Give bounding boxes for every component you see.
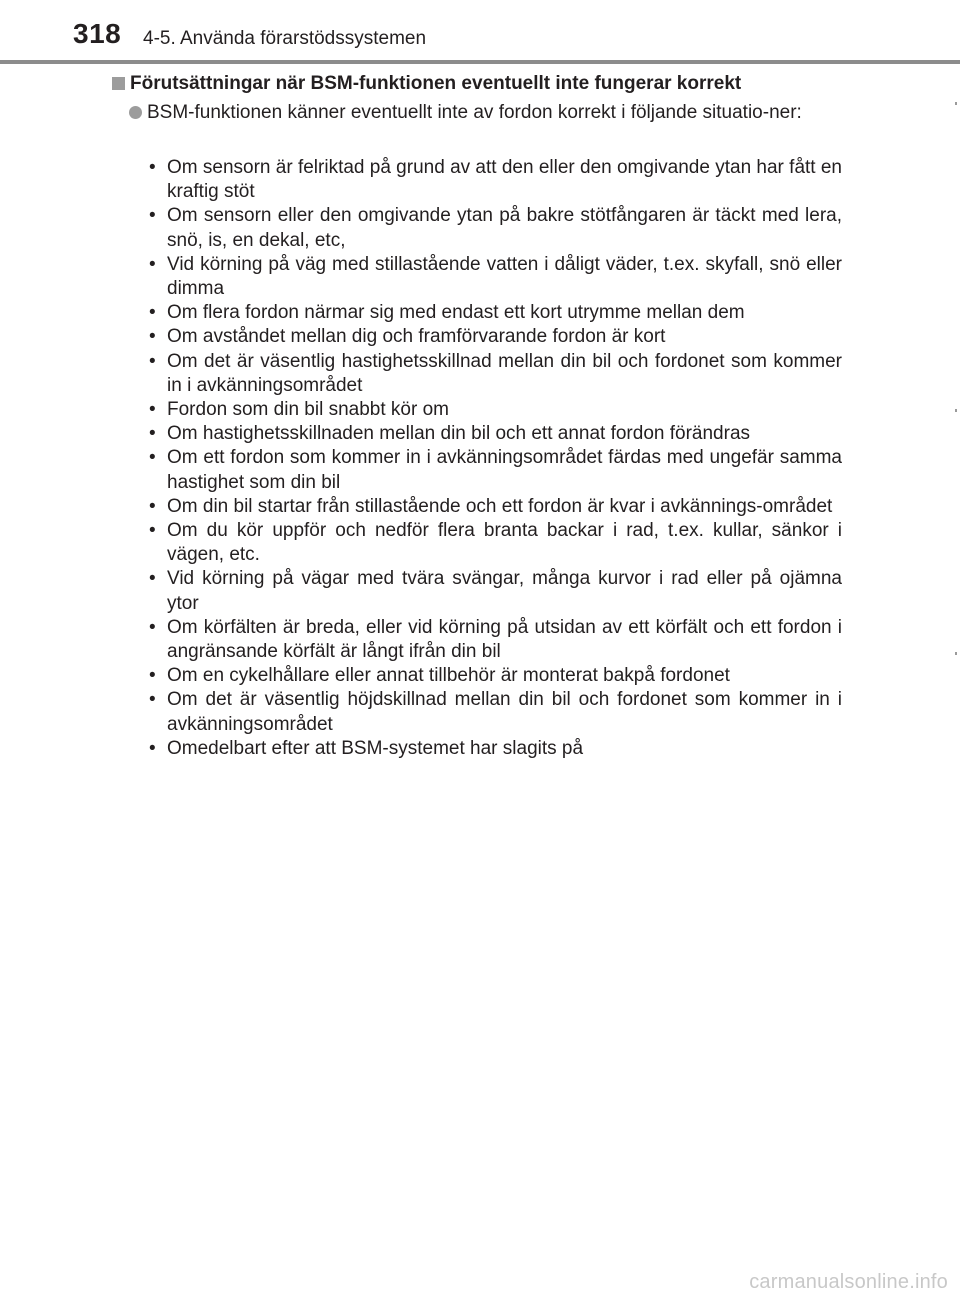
list-item-text: Om det är väsentlig höjdskillnad mellan din bil och fordonet som kommer in i avkänningsområdet [167,689,842,735]
situation-list [149,156,842,761]
list-item [149,325,842,349]
list-item-text: Om sensorn är felriktad på grund av att den eller den omgivande ytan har fått en kraftig stöt [167,157,842,203]
list-item [149,737,842,761]
list-item [149,664,842,688]
list-item-text: Vid körning på vägar med tvära svängar, många kurvor i rad eller på ojämna ytor [167,568,842,614]
bullet-dot-icon: • [149,520,156,542]
bullet-dot-icon: • [149,423,156,445]
bullet-dot-icon: • [149,399,156,421]
bullet-dot-icon: • [149,665,156,687]
list-item [149,446,842,494]
list-item [149,156,842,204]
list-item [149,495,842,519]
bullet-dot-icon: • [149,205,156,227]
list-item-text: Om du kör uppför och nedför flera branta backar i rad, t.ex. kullar, sänkor i vägen, etc. [167,520,842,566]
list-item-text: Om ett fordon som kommer in i avkänningsområdet färdas med ungefär samma hastighet som din bil [167,447,842,493]
list-item [149,422,842,446]
list-item [149,253,842,301]
list-item [149,519,842,567]
bullet-dot-icon: • [149,350,156,372]
chapter-title: 4-5. Använda förarstödssystemen [143,28,427,49]
list-item-text: Om körfälten är breda, eller vid körning på utsidan av ett körfält och ett fordon i angränsande körfält är långt ifrån din bil [167,616,842,663]
list-item [149,350,842,398]
list-item-text: Om sensorn eller den omgivande ytan på bakre stötfångaren är täckt med lera, snö, is, en dekal, etc, [167,205,842,251]
list-item-text: Omedelbart efter att BSM-systemet har slagits på [167,737,584,759]
list-item [149,567,842,615]
bullet-dot-icon: • [149,253,156,275]
page-number: 318 [73,18,122,49]
bullet-dot-icon: • [149,495,156,517]
bullet-dot-icon: • [149,568,156,590]
list-item-text: Om det är väsentlig hastighetsskillnad mellan din bil och fordonet som kommer in i avkänningsområdet [167,350,842,396]
list-item [149,688,842,736]
square-bullet-icon [112,77,125,90]
edge-mark [955,409,957,412]
watermark: carmanualsonline.info [749,1271,948,1293]
list-item [149,204,842,252]
list-item-text: Om din bil startar från stillastående och ett fordon är kvar i avkännings-området [167,495,833,517]
header-rule [0,60,960,64]
list-item-text: Vid körning på väg med stillastående vatten i dåligt väder, t.ex. skyfall, snö eller dimma [167,253,842,300]
bullet-dot-icon: • [149,689,156,711]
section-heading [112,71,842,97]
bullet-dot-icon: • [149,326,156,348]
edge-mark [955,652,957,655]
bullet-dot-icon: • [149,302,156,324]
circle-bullet-icon [129,106,142,119]
bullet-dot-icon: • [149,447,156,469]
list-item-text: Om hastighetsskillnaden mellan din bil och ett annat fordon förändras [167,423,751,445]
list-item-text: Om flera fordon närmar sig med endast ett kort utrymme mellan dem [167,302,745,324]
list-item-text: Om en cykelhållare eller annat tillbehör är monterat bakpå fordonet [167,665,730,687]
bullet-dot-icon: • [149,616,156,638]
list-item [149,301,842,325]
edge-mark [955,102,957,105]
bullet-dot-icon: • [149,157,156,178]
intro-paragraph [129,100,843,125]
list-item-text: Fordon som din bil snabbt kör om [167,399,449,421]
section-heading-text: Förutsättningar när BSM-funktionen eventuellt inte fungerar korrekt [130,73,742,94]
list-item [149,398,842,422]
list-item [149,616,842,664]
bullet-dot-icon: • [149,737,156,759]
intro-text: BSM-funktionen känner eventuellt inte av fordon korrekt i följande situatio-ner: [147,102,802,123]
list-item-text: Om avståndet mellan dig och framförvarande fordon är kort [167,326,666,348]
